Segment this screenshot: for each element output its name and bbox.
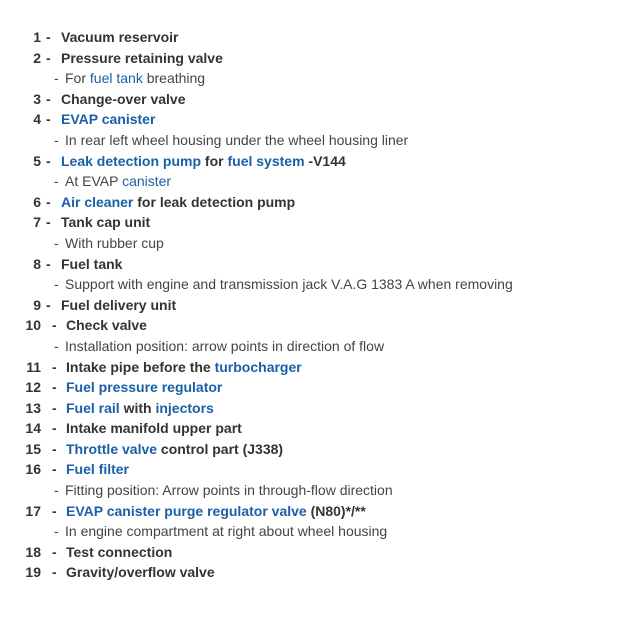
item-label xyxy=(66,562,215,583)
legend-item-main-line xyxy=(0,27,621,48)
item-label xyxy=(66,439,283,460)
note-separator: - xyxy=(54,482,59,499)
legend-item-main-line xyxy=(0,295,621,316)
legend-item-note xyxy=(0,480,621,501)
note-text-segment: In engine compartment at right about wheel housing xyxy=(65,523,388,540)
item-number: 16 xyxy=(25,461,41,478)
note-text xyxy=(65,68,205,89)
legend-item-main-line xyxy=(0,109,621,130)
item-label-link[interactable]: fuel system xyxy=(227,152,305,169)
legend-item xyxy=(0,295,621,316)
legend-item-note xyxy=(0,521,621,542)
note-text xyxy=(65,274,513,295)
item-label xyxy=(61,192,295,213)
legend-item xyxy=(0,377,621,398)
note-separator: - xyxy=(54,131,59,148)
legend-item xyxy=(0,151,621,192)
legend-item-main-line xyxy=(0,377,621,398)
note-link[interactable]: fuel tank xyxy=(89,70,143,87)
item-label xyxy=(61,212,150,233)
item-label-text: Fuel delivery unit xyxy=(61,296,177,313)
legend-item-main-line xyxy=(0,89,621,110)
item-label-text: Pressure retaining valve xyxy=(61,49,223,66)
item-label xyxy=(66,459,129,480)
item-label-text: Tank cap unit xyxy=(61,214,151,231)
legend-item xyxy=(0,357,621,378)
legend-item-main-line xyxy=(0,254,621,275)
item-label xyxy=(61,109,155,130)
item-label-text: Check valve xyxy=(66,317,147,334)
legend-item-main-line xyxy=(0,542,621,563)
item-label xyxy=(61,89,186,110)
legend-item xyxy=(0,48,621,89)
legend-item xyxy=(0,439,621,460)
legend-item-main-line xyxy=(0,398,621,419)
legend-item xyxy=(0,459,621,500)
item-label-text: Change-over valve xyxy=(61,90,186,107)
item-number: 6 xyxy=(33,193,41,210)
item-label-text: Vacuum reservoir xyxy=(61,29,179,45)
item-separator: - xyxy=(52,379,57,396)
item-label-link[interactable]: Fuel filter xyxy=(66,461,130,478)
note-text-segment: At EVAP xyxy=(65,173,123,190)
item-label xyxy=(61,254,122,275)
note-text xyxy=(65,130,408,151)
item-label-link[interactable]: EVAP canister xyxy=(61,111,156,128)
legend-item-note xyxy=(0,336,621,357)
item-number: 14 xyxy=(25,420,41,437)
legend-item-note xyxy=(0,130,621,151)
item-number: 9 xyxy=(33,296,41,313)
item-label-link[interactable]: Air cleaner xyxy=(61,193,134,210)
item-label-text: -V144 xyxy=(304,152,346,169)
legend-item xyxy=(0,27,621,48)
legend-item xyxy=(0,398,621,419)
item-label xyxy=(61,295,176,316)
item-label-text: Intake pipe before the xyxy=(66,358,215,375)
legend-item xyxy=(0,501,621,542)
item-label xyxy=(66,501,366,522)
item-separator: - xyxy=(52,420,57,437)
item-number: 15 xyxy=(25,440,41,457)
legend-item-main-line xyxy=(0,562,621,583)
legend-item-note xyxy=(0,171,621,192)
item-separator: - xyxy=(46,49,51,66)
item-label xyxy=(66,398,214,419)
item-label-link[interactable]: EVAP canister purge regulator valve xyxy=(66,502,307,519)
item-number: 3 xyxy=(33,90,41,107)
item-number: 19 xyxy=(25,564,41,581)
item-label xyxy=(61,27,179,48)
legend-item-main-line xyxy=(0,48,621,69)
item-separator: - xyxy=(52,358,57,375)
item-separator: - xyxy=(46,111,51,128)
legend-item-main-line xyxy=(0,151,621,172)
item-number: 7 xyxy=(33,214,41,231)
item-label-text: Fuel tank xyxy=(61,255,123,272)
note-text-segment: For xyxy=(65,70,90,87)
note-link[interactable]: canister xyxy=(122,173,172,190)
item-number: 11 xyxy=(26,358,41,375)
note-text-segment: Fitting position: Arrow points in through-flow direction xyxy=(65,482,393,499)
item-label xyxy=(61,151,346,172)
legend-item xyxy=(0,89,621,110)
item-label-text: Intake manifold upper part xyxy=(66,420,242,437)
item-label xyxy=(61,48,223,69)
note-separator: - xyxy=(54,173,59,190)
item-separator: - xyxy=(52,399,57,416)
legend-item xyxy=(0,254,621,295)
item-separator: - xyxy=(46,29,51,45)
item-number: 1 xyxy=(33,29,41,45)
item-number: 5 xyxy=(33,152,41,169)
component-legend-list xyxy=(0,27,621,583)
item-label-text: for leak detection pump xyxy=(133,193,296,210)
item-label-link[interactable]: Leak detection pump xyxy=(61,152,202,169)
item-label-link[interactable]: turbocharger xyxy=(214,358,302,375)
legend-item xyxy=(0,418,621,439)
item-label xyxy=(66,418,242,439)
note-separator: - xyxy=(54,276,59,293)
item-label-text: Gravity/overflow valve xyxy=(66,564,215,581)
note-separator: - xyxy=(54,234,59,251)
legend-item-main-line xyxy=(0,192,621,213)
item-number: 8 xyxy=(33,255,41,272)
item-separator: - xyxy=(52,317,57,334)
note-text xyxy=(65,233,164,254)
item-number: 17 xyxy=(25,502,41,519)
legend-item-main-line xyxy=(0,212,621,233)
legend-item-note xyxy=(0,274,621,295)
note-separator: - xyxy=(54,523,59,540)
legend-item-main-line xyxy=(0,459,621,480)
item-separator: - xyxy=(46,296,51,313)
legend-item xyxy=(0,315,621,356)
item-label-link[interactable]: Fuel rail xyxy=(66,399,120,416)
item-number: 12 xyxy=(25,379,41,396)
legend-item-note xyxy=(0,233,621,254)
item-label-link[interactable]: Fuel pressure regulator xyxy=(66,379,223,396)
item-separator: - xyxy=(52,543,57,560)
note-text xyxy=(65,480,393,501)
legend-item-main-line xyxy=(0,315,621,336)
item-label-link[interactable]: Throttle valve xyxy=(66,440,158,457)
item-label-text: for xyxy=(201,152,228,169)
item-separator: - xyxy=(52,440,57,457)
item-label-text: control part (J338) xyxy=(157,440,284,457)
note-text xyxy=(65,521,387,542)
item-label xyxy=(66,357,302,378)
item-number: 10 xyxy=(25,317,41,334)
legend-item xyxy=(0,562,621,583)
item-label xyxy=(66,315,147,336)
note-text xyxy=(65,171,171,192)
legend-item-main-line xyxy=(0,501,621,522)
legend-item xyxy=(0,192,621,213)
note-text-segment: With rubber cup xyxy=(65,234,164,251)
item-separator: - xyxy=(46,214,51,231)
item-separator: - xyxy=(52,461,57,478)
legend-item xyxy=(0,212,621,253)
legend-item-main-line xyxy=(0,439,621,460)
legend-item xyxy=(0,109,621,150)
item-label-text: (N80)*/** xyxy=(306,502,366,519)
legend-item-note xyxy=(0,68,621,89)
legend-item-main-line xyxy=(0,418,621,439)
item-label xyxy=(66,542,172,563)
item-label-text: Test connection xyxy=(66,543,173,560)
item-number: 4 xyxy=(33,111,41,128)
item-label-link[interactable]: injectors xyxy=(155,399,214,416)
legend-item-main-line xyxy=(0,357,621,378)
item-number: 18 xyxy=(25,543,41,560)
item-number: 13 xyxy=(25,399,41,416)
item-number: 2 xyxy=(33,49,41,66)
item-separator: - xyxy=(52,502,57,519)
legend-item xyxy=(0,542,621,563)
item-separator: - xyxy=(46,255,51,272)
item-separator: - xyxy=(46,90,51,107)
note-text-segment: In rear left wheel housing under the wheel housing liner xyxy=(65,131,409,148)
item-separator: - xyxy=(46,193,51,210)
note-separator: - xyxy=(54,337,59,354)
item-label-text: with xyxy=(119,399,156,416)
note-text-segment: Support with engine and transmission jack V.A.G 1383 A when removing xyxy=(65,276,513,293)
item-separator: - xyxy=(46,152,51,169)
note-text-segment: Installation position: arrow points in direction of flow xyxy=(65,337,385,354)
note-text-segment: breathing xyxy=(142,70,206,87)
item-label xyxy=(66,377,222,398)
item-separator: - xyxy=(52,564,57,581)
note-separator: - xyxy=(54,70,59,87)
note-text xyxy=(65,336,384,357)
